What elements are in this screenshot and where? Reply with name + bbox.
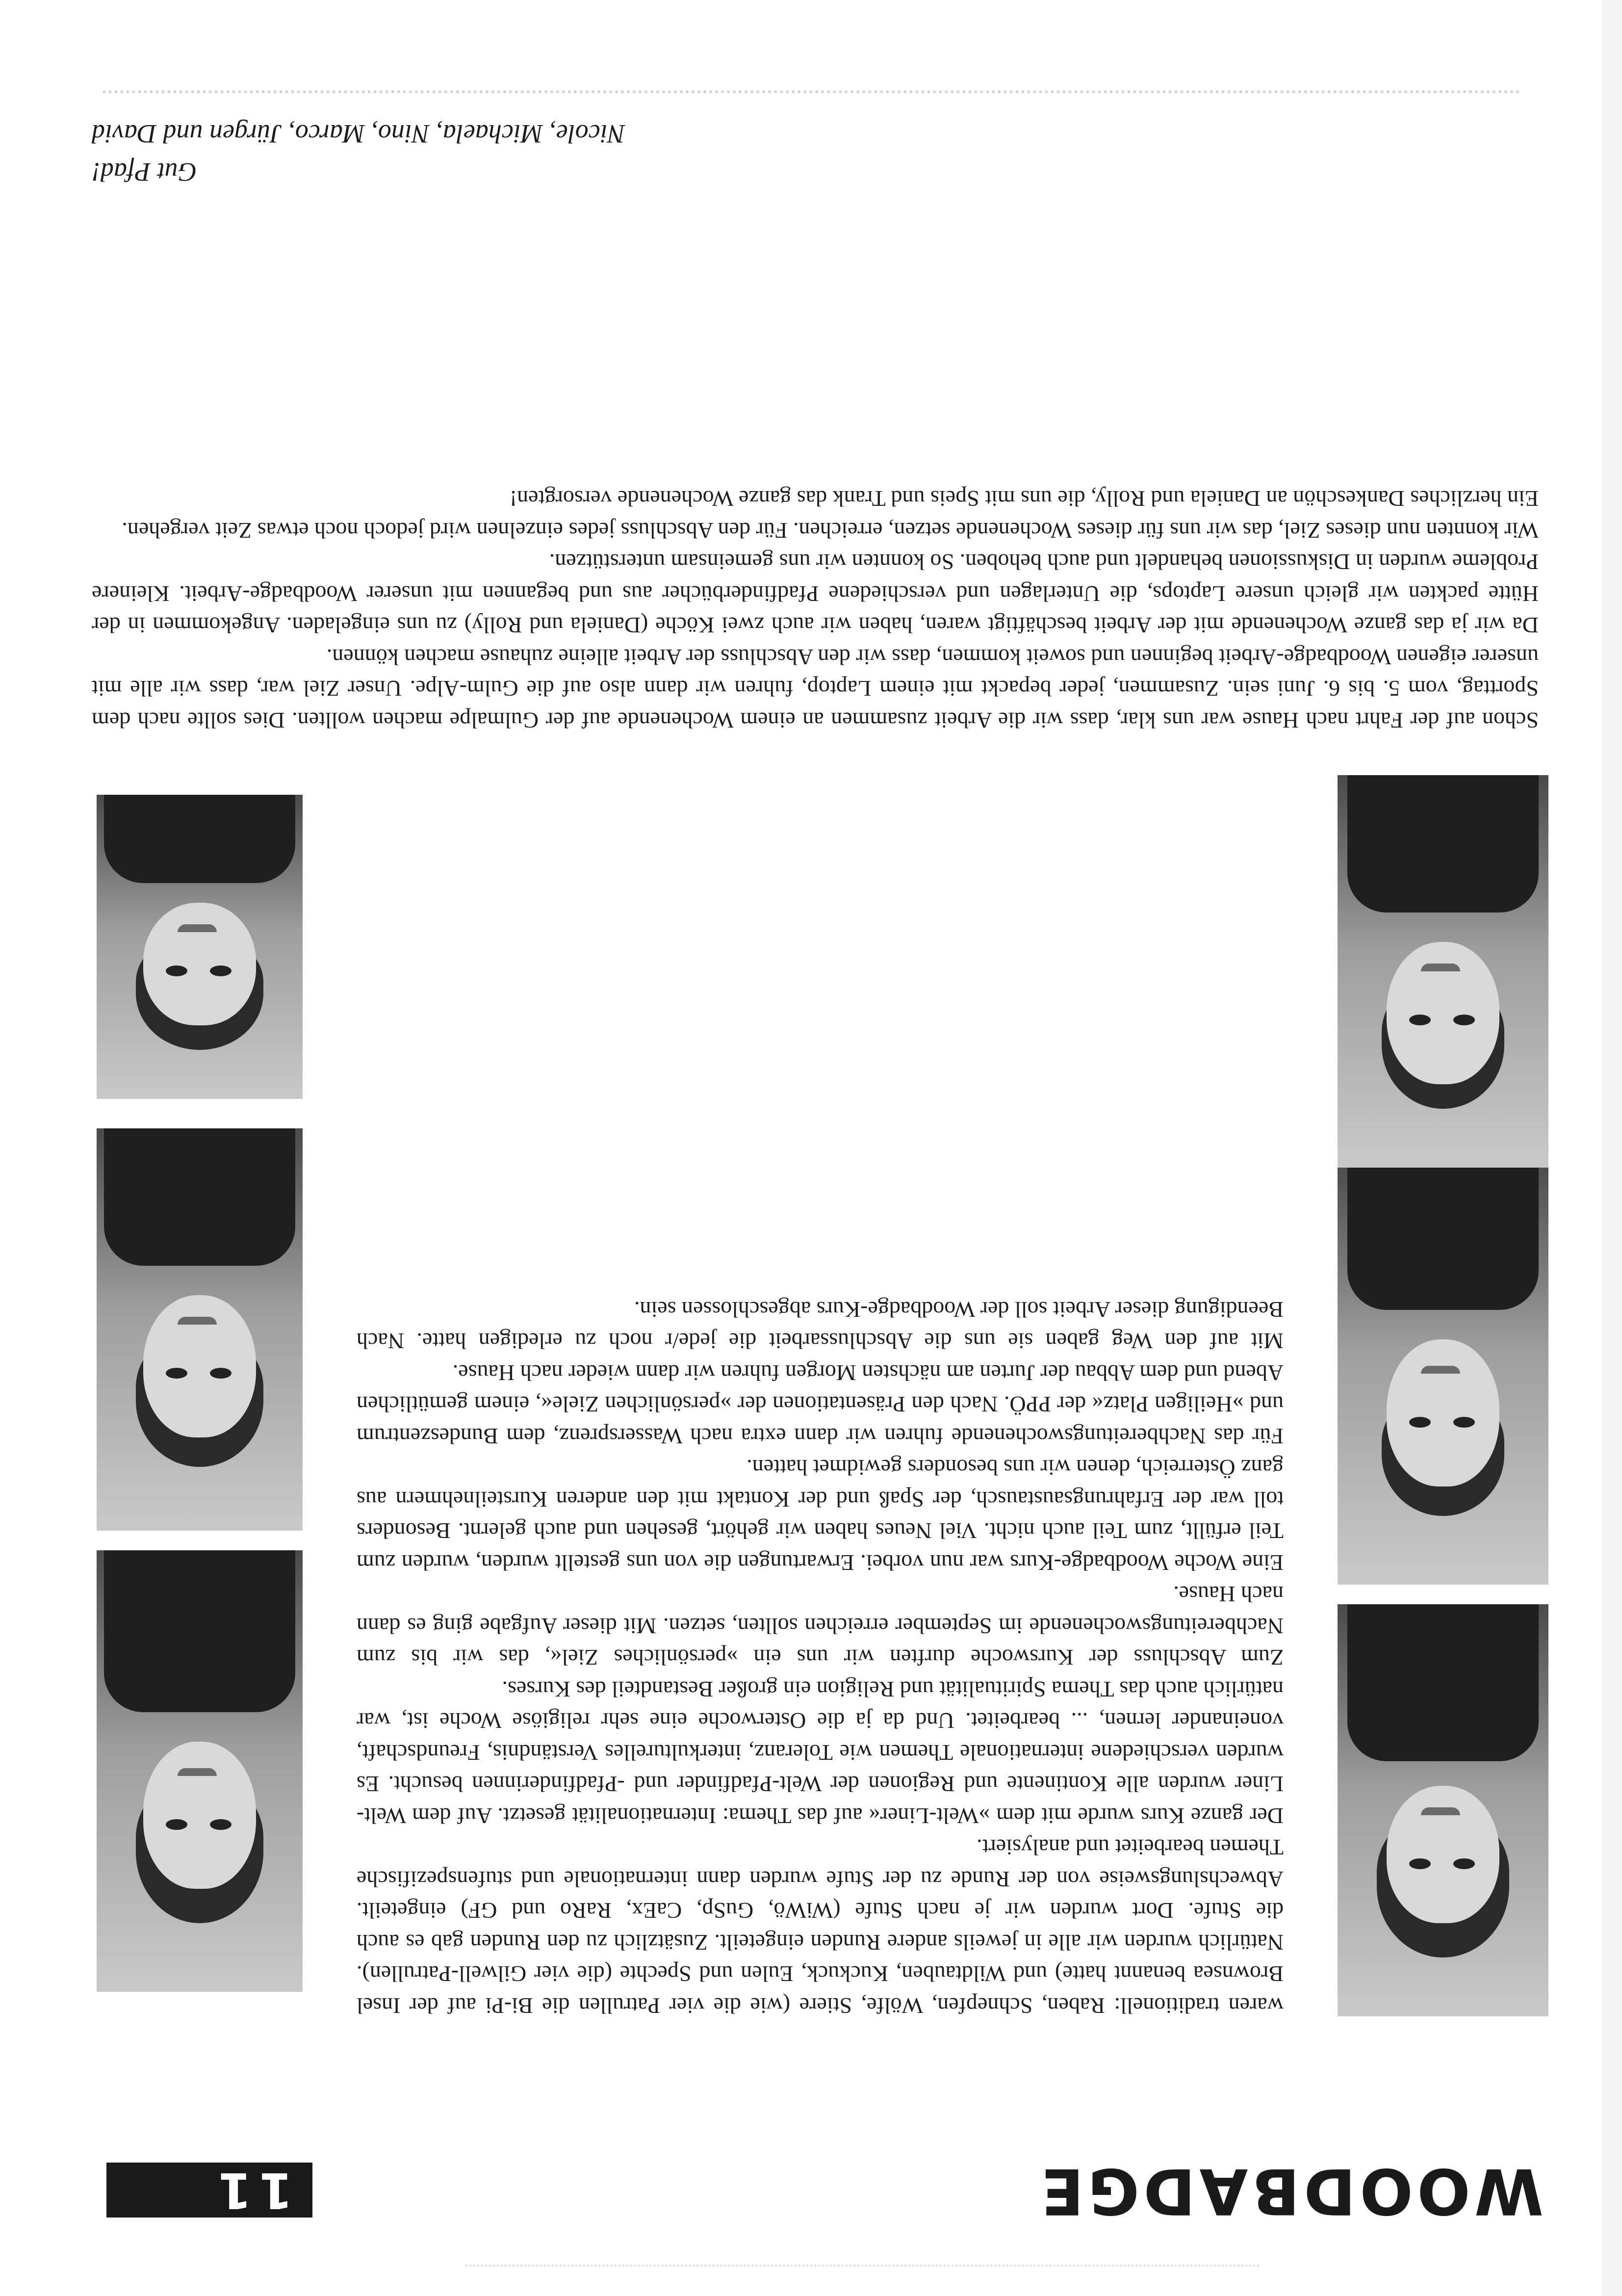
page-header [106, 2154, 1544, 2227]
footer-dotted-rule [102, 90, 1519, 93]
photo-portrait-5 [97, 1128, 303, 1531]
photo-portrait-3 [1338, 775, 1548, 1168]
paragraph: waren traditionell: Raben, Schnepfen, Wölfe, Stiere (wie die vier Patrullen die Bi-Pi auf der Insel Brownsea benannt hatte) und Wildtauben, Kuckuck, Eulen und Spechte (die vier Gilwell-Patrullen). Natürlich wurden wir alle in jeweils andere Runden eingeteilt. Zusätzlich zu den Runden gab es auch die Stufe. Dort wurden wir je nach Stufe (WiWö, GuSp, CaEx, RaRo und GF) eingeteilt. Abwechslungsweise von der Runde zu der Stufe wurden dann internationale und stufenspezifische Themen bearbeitet und analysiert. [357, 1835, 1284, 2018]
photo-portrait-2 [1338, 1158, 1548, 1585]
paragraph: Eine Woche Woodbadge-Kurs war nun vorbei. Erwartungen die von uns gestellt wurden, wurden zum Teil erfüllt, zum Teil auch nicht. Viel Neues haben wir gehört, gesehen und auch gelernt. Besonders toll war der Erfahrungsaustausch, der Spaß und der Kontakt mit den anderen Kursteilnehmern aus ganz Österreich, denen wir uns besonders gewidmet hatten. [357, 1455, 1284, 1575]
signature-block [92, 115, 798, 191]
paragraph: Zum Abschluss der Kurswoche durften wir uns ein »persönliches Ziel«, das wir bis zum Nachbereitungswochenende im September erreichen sollten, setzen. Mit dieser Aufgabe ging es dann nach Hause. [357, 1582, 1284, 1670]
paragraph: Schon auf der Fahrt nach Hause war uns klar, dass wir die Arbeit zusammen an einem Wochenende auf der Gulmalpe machen wollten. Dies sollte nach dem Sporttag, vom 5. bis 6. Juni sein. Zusammen, jeder bepackt mit einem Laptop, fuhren wir dann also auf die Gulm-Alpe. Unser Ziel war, dass wir alle mit unserer eigenen Woodbadge-Arbeit beginnen und soweit kommen, dass wir den Abschluss der Arbeit alleine zuhause machen können. [92, 645, 1539, 733]
faint-header-rule [464, 2255, 1259, 2267]
photo-portrait-1 [1338, 1604, 1548, 2016]
page-title: WOODBADGE [1037, 2154, 1544, 2227]
paragraph: Mit auf den Weg gaben sie uns die Abschlussarbeit die jede/r noch zu erledigen hatte. Nach Beendigung dieser Arbeit soll der Woodbadge-Kurs abgeschlossen sein. [357, 1297, 1284, 1354]
signature-greeting: Gut Pfad! [92, 157, 197, 187]
paragraph: Da wir ja das ganze Wochenende mit der Arbeit beschäftigt waren, haben wir auch zwei Köche (Daniela und Rolly) zu uns eingeladen. Angekommen in der Hütte packten wir gleich unsere Laptops, die Unterlagen und verschiedene Pfadfinderbücher aus und begannen mit unserer Woodbadge-Arbeit. Kleinere Probleme wurden in Diskussionen behandelt und auch behoben. So konnten wir uns gemeinsam unterstützen. [92, 549, 1539, 638]
photo-portrait-4 [97, 1550, 303, 1992]
paragraph: Der ganze Kurs wurde mit dem »Welt-Liner« auf das Thema: Internationalität gesetzt. Auf dem Welt-Liner wurden alle Kontinente und Regionen der Welt-Pfadfinder und -Pfadfinderinnen besucht. Es wurden verschiedene internationale Themen wie Toleranz, interkulturelles Verständnis, Freundschaft, voneinander lernen, ... bearbeitet. Und da ja die Osterwoche eine sehr religiöse Woche ist, war natürlich auch das Thema Spiritualität und Religion ein großer Bestandteil des Kurses. [357, 1677, 1284, 1828]
binding-edge [1602, 0, 1622, 2296]
paragraph: Wir konnten nun dieses Ziel, das wir uns für dieses Wochenende setzen, erreichen. Für den Abschluss jedes einzelnen wird jedoch noch etwas Zeit vergehen. [122, 518, 1539, 543]
paragraph: Ein herzliches Dankeschön an Daniela und Rolly, die uns mit Speis und Trank das ganze Wochenende versorgten! [509, 486, 1539, 512]
photo-portrait-6 [97, 795, 303, 1099]
article-body-wide [92, 483, 1539, 736]
page-number: 11 [106, 2163, 312, 2218]
paragraph: Für das Nachbereitungswochenende fuhren wir dann extra nach Wassersprenz, dem Bundeszentrum und »Heiligen Platz« der PPÖ. Nach den Präsentationen der »persönlichen Ziele«, einem gemütlichen Abend und dem Abbau der Jurten am nächsten Morgen fuhren wir dann wieder nach Hause. [357, 1360, 1284, 1449]
signature-names: Nicole, Michaela, Nino, Marco, Jürgen und David [92, 119, 625, 149]
article-column [357, 1294, 1284, 2022]
